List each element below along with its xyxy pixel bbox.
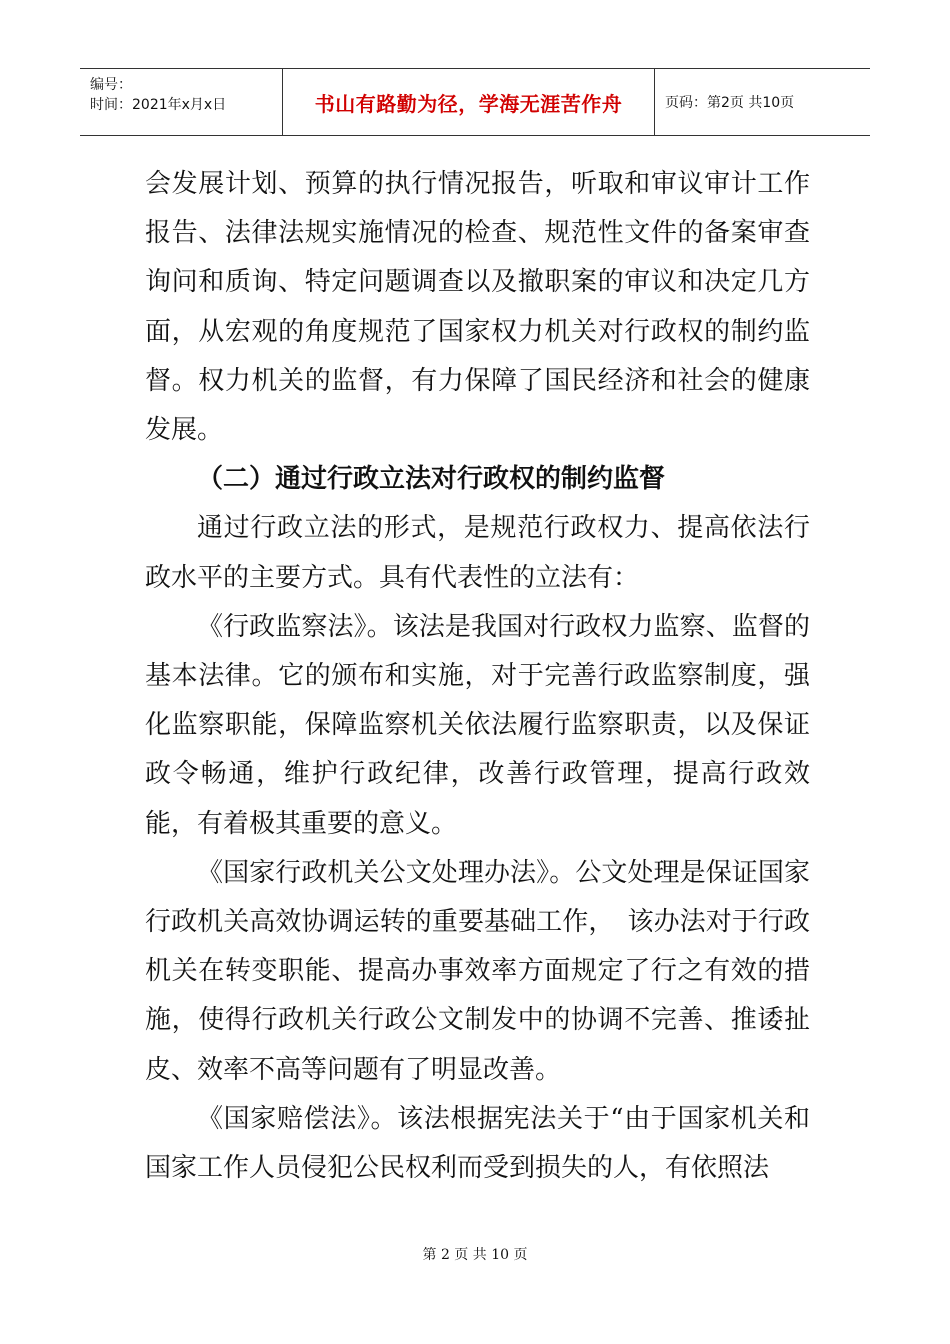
body-paragraph: 通过行政立法的形式，是规范行政权力、提高依法行政水平的主要方式。具有代表性的立法有： [145, 513, 810, 593]
body-paragraph: 《国家赔偿法》。该法根据宪法关于“由于国家机关和国家工作人员侵犯公民权利而受到损失的人，有依照法 [145, 1103, 810, 1184]
header-motto: 书山有路勤为径，学海无涯苦作舟 [283, 69, 655, 135]
document-body [145, 160, 810, 1193]
body-paragraph: 会发展计划、预算的执行情况报告，听取和审议审计工作报告、法律法规实施情况的检查、规范性文件的备案审查询问和质询、特定问题调查以及撤职案的审议和决定几方面，从宏观的角度规范了国家权力机关对行政权的制约监督。权力机关的监督，有力保障了国民经济和社会的健康发展。 [145, 169, 810, 446]
body-paragraph: 《行政监察法》。该法是我国对行政权力监察、监督的基本法律。它的颁布和实施，对于完善行政监察制度，强化监察职能，保障监察机关依法履行监察职责，以及保证政令畅通，维护行政纪律，改善行政管理，提高行政效能，有着极其重要的意义。 [145, 611, 810, 839]
body-paragraph: 《国家行政机关公文处理办法》。公文处理是保证国家行政机关高效协调运转的重要基础工作， 该办法对于行政机关在转变职能、提高办事效率方面规定了行之有效的措施，使得行政机关行政公文制发中的协调不完善、推诿扯皮、效率不高等问题有了明显改善。 [145, 857, 810, 1085]
page-footer: 第 2 页 共 10 页 [422, 1247, 528, 1263]
page-header [80, 68, 870, 136]
document-date: 时间：2021年x月x日 [90, 97, 227, 113]
section-heading: （二）通过行政立法对行政权的制约监督 [197, 464, 666, 495]
document-number-label: 编号： [90, 77, 132, 93]
header-page-info: 页码：第2页 共10页 [665, 95, 795, 111]
header-meta [80, 69, 283, 135]
